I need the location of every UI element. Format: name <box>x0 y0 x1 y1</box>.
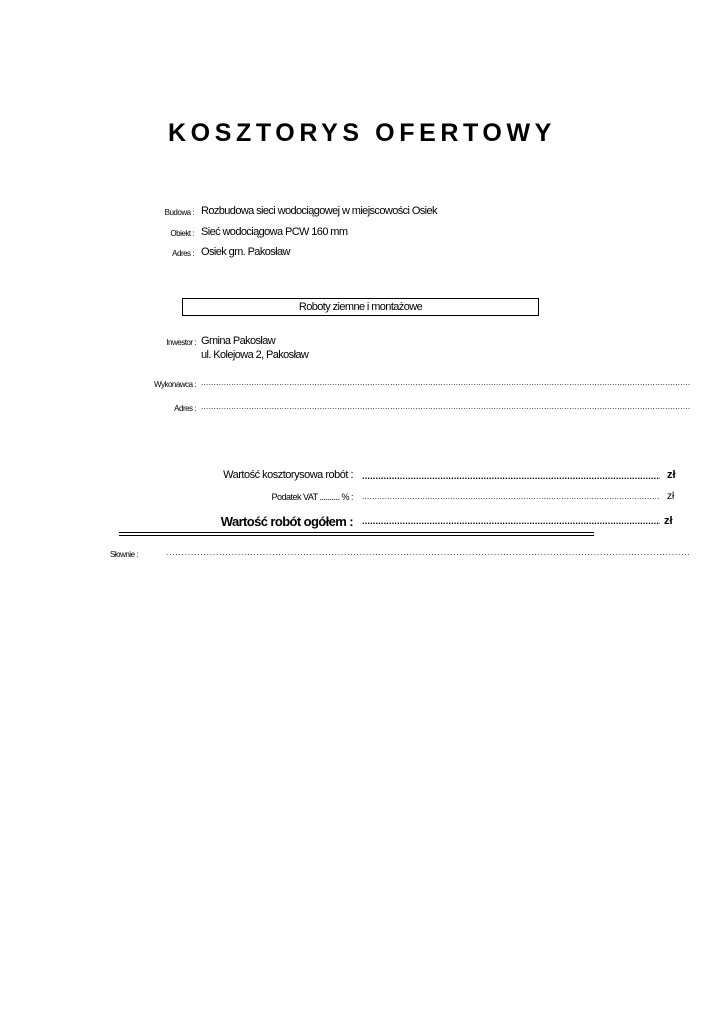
wykonawca-dotted-line <box>201 378 690 387</box>
wartosc-ogolem-unit: zł <box>664 515 673 527</box>
scope-box: Roboty ziemne i montażowe <box>182 298 539 316</box>
inwestor-line1: Gmina Pakosław <box>201 335 276 347</box>
separator-rule-top <box>119 532 594 533</box>
adres-value: Osiek gm. Pakosław <box>201 246 290 258</box>
podatek-vat-unit: zł <box>667 491 675 502</box>
obiekt-value: Sieć wodociągowa PCW 160 mm <box>201 226 348 238</box>
wartosc-ogolem-dotted-line <box>362 516 660 526</box>
wartosc-ogolem-label: Wartość robót ogółem : <box>220 514 353 529</box>
separator-rule-bottom <box>119 535 594 536</box>
slownie-dotted-line <box>166 548 690 557</box>
wartosc-kosztorysowa-unit: zł <box>667 469 676 481</box>
wykonawca-adres-label: Adres : <box>174 404 196 413</box>
obiekt-label: Obiekt : <box>170 229 194 238</box>
adres-label: Adres : <box>172 249 194 258</box>
inwestor-label: Inwestor : <box>166 338 196 347</box>
budowa-value: Rozbudowa sieci wodociągowej w miejscowości Osiek <box>201 205 437 217</box>
wykonawca-adres-dotted-line <box>201 402 690 411</box>
wykonawca-label: Wykonawca : <box>154 380 196 389</box>
budowa-label: Budowa : <box>164 208 194 217</box>
wartosc-kosztorysowa-dotted-line <box>362 471 660 481</box>
wartosc-kosztorysowa-label: Wartość kosztorysowa robót : <box>223 469 353 481</box>
podatek-vat-label: Podatek VAT .......... % : <box>271 492 353 502</box>
document-title: KOSZTORYS OFERTOWY <box>168 119 556 147</box>
inwestor-line2: ul. Kolejowa 2, Pakosław <box>201 349 309 361</box>
podatek-vat-dotted-line <box>362 492 660 501</box>
slownie-label: Słownie : <box>110 550 138 559</box>
